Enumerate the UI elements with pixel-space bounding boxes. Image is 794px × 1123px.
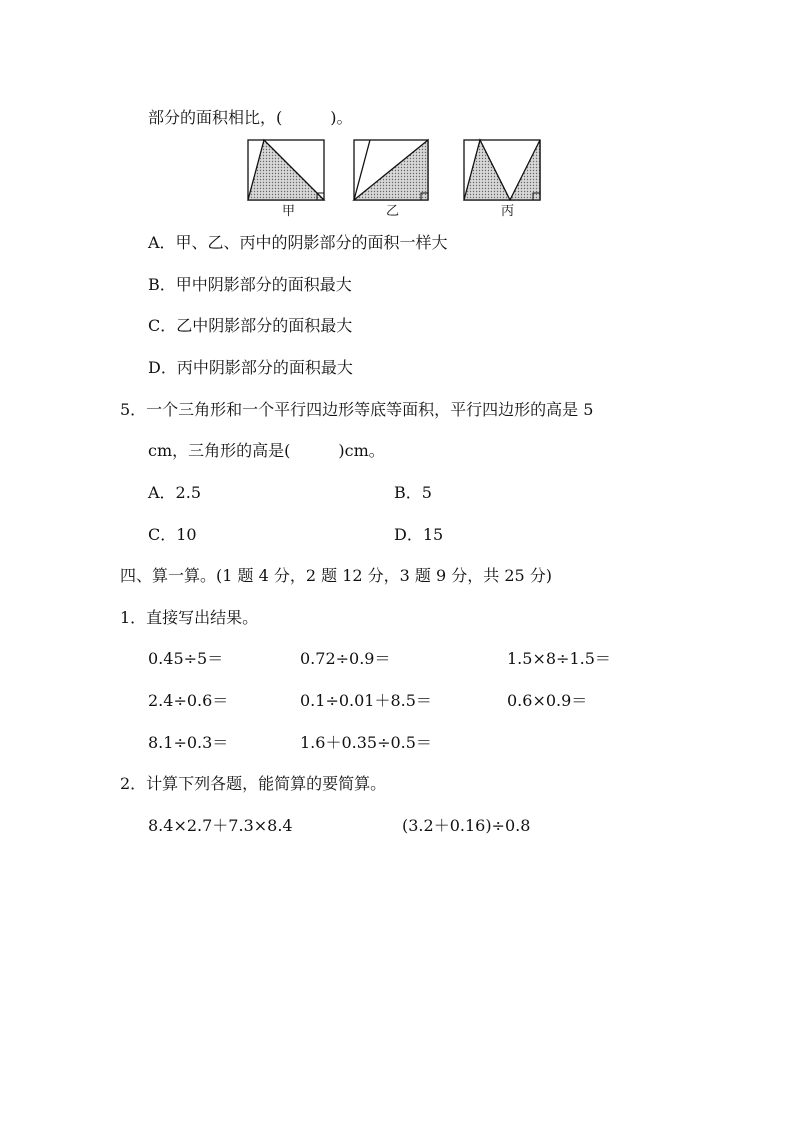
calc-item: 8.1÷0.3＝ bbox=[148, 733, 229, 752]
figure-bing bbox=[464, 140, 540, 200]
q4-option-d: D．丙中阴影部分的面积最大 bbox=[148, 358, 353, 377]
q5-option-c: C．10 bbox=[148, 525, 197, 544]
figure-yi bbox=[354, 140, 428, 200]
figure-bing-label: 丙 bbox=[501, 204, 515, 219]
calc-item: 1.5×8÷1.5＝ bbox=[507, 649, 611, 668]
calc-item: 0.45÷5＝ bbox=[148, 649, 224, 668]
calc-expression-b: (3.2＋0.16)÷0.8 bbox=[402, 816, 531, 835]
section-title: 四、算一算。(1 题 4 分，2 题 12 分，3 题 9 分，共 25 分) bbox=[120, 566, 553, 585]
calc-item: 0.72÷0.9＝ bbox=[300, 649, 391, 668]
q5-line2: cm，三角形的高是( )cm。 bbox=[148, 441, 385, 460]
calc-expression-a: 8.4×2.7＋7.3×8.4 bbox=[148, 816, 293, 835]
sub-question-2-title: 2．计算下列各题，能简算的要简算。 bbox=[120, 774, 387, 793]
calc-item: 1.6＋0.35÷0.5＝ bbox=[300, 733, 432, 752]
calc-item: 2.4÷0.6＝ bbox=[148, 691, 229, 710]
q4-option-c: C．乙中阴影部分的面积最大 bbox=[148, 316, 353, 335]
figure-yi-label: 乙 bbox=[386, 204, 400, 219]
figure-jia-label: 甲 bbox=[282, 204, 296, 219]
sub-question-1-title: 1．直接写出结果。 bbox=[120, 608, 259, 627]
q5-option-d: D．15 bbox=[394, 525, 444, 544]
calc-item: 0.6×0.9＝ bbox=[507, 691, 588, 710]
figure-jia bbox=[248, 140, 324, 200]
calc-item: 0.1÷0.01＋8.5＝ bbox=[300, 691, 432, 710]
shaded-triangles-figure bbox=[244, 136, 544, 204]
q5-line1: 5．一个三角形和一个平行四边形等底等面积，平行四边形的高是 5 bbox=[120, 400, 594, 419]
q4-option-a: A．甲、乙、丙中的阴影部分的面积一样大 bbox=[148, 233, 448, 252]
q5-option-a: A．2.5 bbox=[148, 483, 202, 502]
q4-text-tail: 部分的面积相比，( )。 bbox=[148, 108, 353, 127]
q4-option-b: B．甲中阴影部分的面积最大 bbox=[148, 275, 352, 294]
q5-option-b: B．5 bbox=[394, 483, 432, 502]
